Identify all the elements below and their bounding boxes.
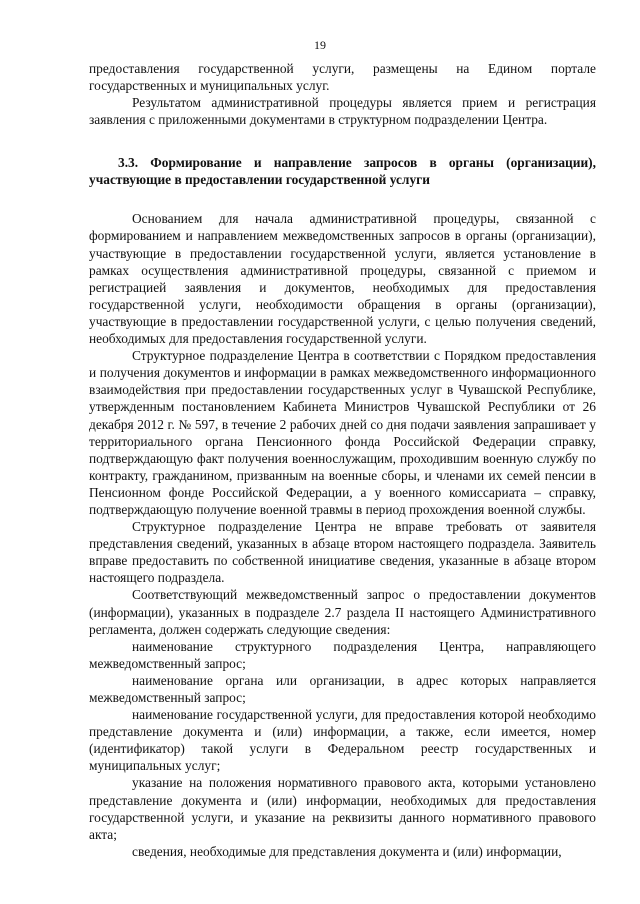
- paragraph: Соответствующий межведомственный запрос о предоставлении документов (информации), указанных в подразделе 2.7 раздела II настоящего Административного регламента, должен содержать следующие сведения:: [89, 587, 596, 637]
- list-paragraph: наименование органа или организации, в адрес которых направляется межведомственный запрос;: [89, 672, 596, 705]
- list-paragraph: наименование структурного подразделения Центра, направляющего межведомственный запрос;: [89, 638, 596, 671]
- document-body: [89, 60, 596, 860]
- list-paragraph: наименование государственной услуги, для предоставления которой необходимо представление документа и (или) информации, а также, если имеется, номер (идентификатор) такой услуги в Федеральном реестр государственных и муниципальных услуг;: [89, 707, 596, 774]
- list-paragraph: указание на положения нормативного правового акта, которыми установлено представление документа и (или) информации, необходимых для предоставления государственной услуги, и указание на реквизиты данного нормативного правового акта;: [89, 775, 596, 842]
- paragraph: Структурное подразделение Центра в соответствии с Порядком предоставления и получения документов и информации в рамках межведомственного информационного взаимодействия при предоставлении государственных услуг в Чувашской Республике, утвержденным постановлением Кабинета Министров Чувашской Республики от 26 декабря 2012 г. № 597, в течение 2 рабочих дней со дня подачи заявления запрашивает у территориального органа Пенсионного фонда Российской Федерации справку, подтверждающую факт получения военнослужащим, проходившим военную службу по контракту, гражданином, призванным на военные сборы, и членами их семей пенсии в Пенсионном фонде Российской Федерации, а у военного комиссариата – справку, подтверждающую получение военной травмы в период прохождения военной службы.: [89, 348, 596, 517]
- paragraph: Результатом административной процедуры является прием и регистрация заявления с приложенными документами в структурном подразделении Центра.: [89, 95, 596, 128]
- list-paragraph: сведения, необходимые для представления документа и (или) информации,: [132, 843, 562, 859]
- section-heading: 3.3. Формирование и направление запросов в органы (организации), участвующие в предоставлении государственной услуги: [89, 155, 596, 188]
- paragraph: Структурное подразделение Центра не вправе требовать от заявителя представления сведений, указанных в абзаце втором настоящего подраздела. Заявитель вправе предоставить по собственной инициативе сведения, указанные в абзаце втором настоящего подраздела.: [89, 519, 596, 586]
- paragraph: Основанием для начала административной процедуры, связанной с формированием и направлением межведомственных запросов в органы (организации), участвующие в предоставлении государственной услуги, является установление в рамках осуществления административной процедуры, связанной с приемом и регистрацией заявления и документов, необходимых для предоставления государственной услуги, необходимости обращения в органы (организации), участвующие в предоставлении государственной услуги, с целью получения сведений, необходимых для предоставления государственной услуги.: [89, 211, 596, 347]
- paragraph: предоставления государственной услуги, размещены на Едином портале государственных и муниципальных услуг.: [89, 61, 596, 94]
- page-number: 19: [314, 38, 326, 52]
